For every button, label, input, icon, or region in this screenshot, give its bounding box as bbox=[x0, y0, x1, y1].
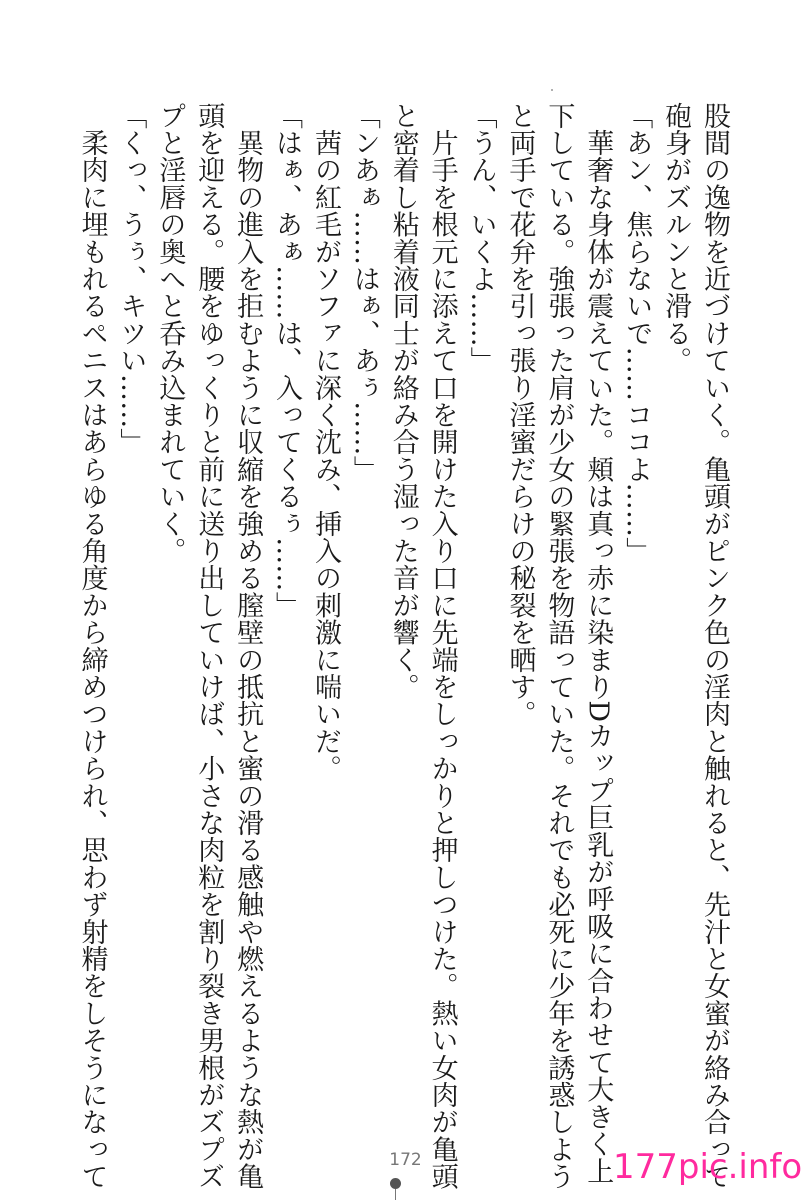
page-number: 172 bbox=[389, 1150, 422, 1170]
paragraph: 片手を根元に添えて口を開けた入り口に先端をしっかりと押しつけた。熱い女肉が亀頭 と密着し粘着液同士が絡み合う湿った音が響く。 bbox=[387, 102, 458, 1190]
binding-hole-icon bbox=[390, 1178, 401, 1189]
paragraph: 華奢な身体が震えていた。頬は真っ赤に染まりDカップ巨乳が呼吸に合わせて大きく上 下している。強張った肩が少女の緊張を物語っていた。それでも必死に少年を誘惑しよう と両手で花弁を引っ張り淫蜜だらけの秘裂を晒す。 bbox=[504, 102, 614, 1190]
paragraph: 茜の紅毛がソファに深く沈み、挿入の刺激に喘いだ。 bbox=[309, 102, 341, 782]
paragraph: 股間の逸物を近づけていく。亀頭がピンク色の淫肉と触れると、先汁と女蜜が絡み合って 砲身がズルンと滑る。 bbox=[660, 102, 730, 1190]
dialogue-line: 「はぁ、あぁ……は、入ってくるぅ……」 bbox=[271, 102, 303, 619]
paragraph: 異物の進入を拒むように収縮を強める膣壁の抵抗と蜜の滑る感触や燃えるような熱が亀 頭を迎える。腰をゆっくりと前に送り出していけば、小さな肉粒を割り裂き男根がズプズ プと淫唇の奥へと呑み込まれていく。 bbox=[154, 102, 264, 1190]
paper-speck bbox=[551, 89, 553, 91]
dialogue-line: 「あン、焦らないで……ココよ……」 bbox=[621, 102, 653, 565]
binding-thread bbox=[395, 1189, 396, 1200]
dialogue-line: 「うん、いくよ……」 bbox=[465, 102, 497, 374]
paragraph: 柔肉に埋もれるペニスはあらゆる角度から締めつけられ、思わず射精をしそうになって bbox=[76, 102, 108, 1190]
dialogue-line: 「くっ、うぅ、キツい……」 bbox=[115, 102, 147, 456]
dialogue-line: 「ンあぁ……はぁ、あぅ……」 bbox=[348, 102, 380, 483]
watermark-link[interactable]: 177pic.info bbox=[613, 1147, 803, 1187]
